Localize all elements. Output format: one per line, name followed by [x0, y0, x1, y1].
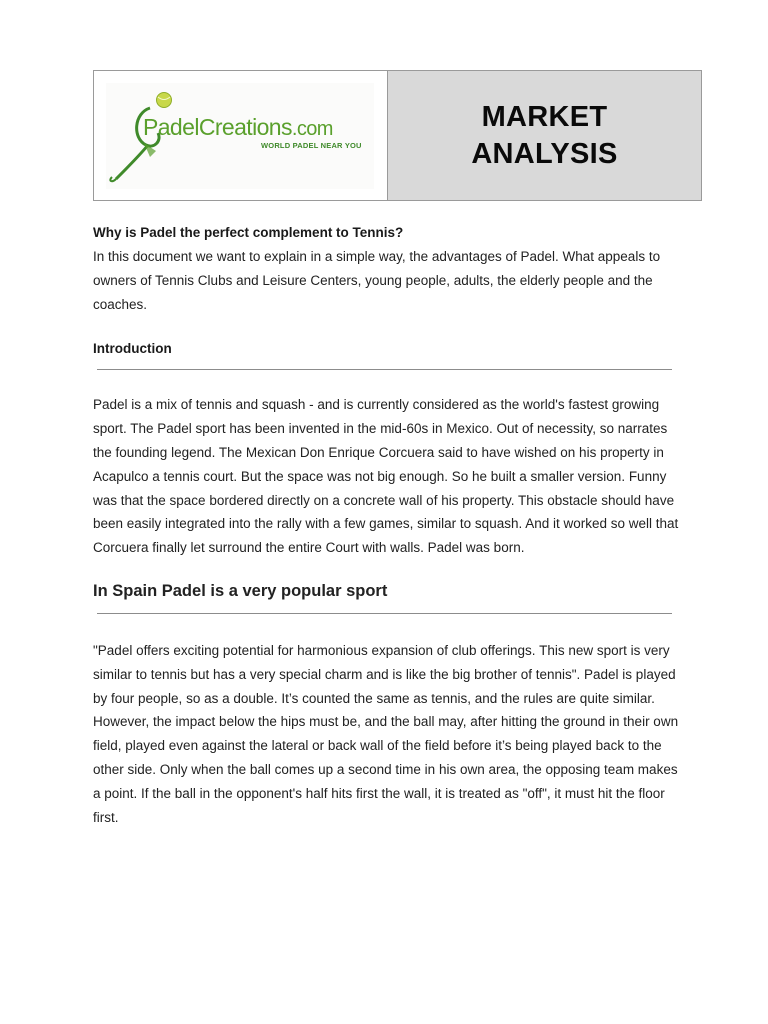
introduction-divider	[97, 369, 672, 370]
title-line-2: ANALYSIS	[471, 137, 618, 170]
header-box	[93, 70, 702, 201]
logo-wordmark: PadelCreations.com	[143, 114, 333, 140]
logo-cell	[94, 71, 388, 200]
document-title	[471, 99, 617, 173]
intro-question: Why is Padel the perfect complement to Tennis?	[93, 225, 404, 240]
introduction-heading: Introduction	[93, 341, 172, 357]
spain-heading: In Spain Padel is a very popular sport	[93, 581, 388, 600]
title-cell	[388, 71, 701, 200]
document-body	[93, 222, 683, 829]
spain-paragraph: "Padel offers exciting potential for harmonious expansion of club offerings. This new sport is very similar to tennis but has a very special charm and is like the big brother of tennis". Padel is played by four people, so as a double. It’s counted the same as tennis, and the rules are quite similar. However, the impact below the hips must be, and the ball may, after hitting the ground in their own field, played even against the lateral or back wall of the field before it’s being played back to the other side. Only when the ball comes up a second time in his own area, the opposing team makes a point. If the ball in the opponent's half hits first the wall, it is treated as "off", it must hit the floor first.	[93, 642, 679, 825]
intro-paragraph: In this document we want to explain in a simple way, the advantages of Padel. What appeals to owners of Tennis Clubs and Leisure Centers, young people, adults, the elderly people and the coaches.	[93, 249, 661, 312]
padelcreations-logo	[106, 83, 374, 189]
logo-tagline: WORLD PADEL NEAR YOU	[261, 141, 362, 150]
spain-divider	[97, 613, 672, 614]
title-line-1: MARKET	[481, 100, 608, 133]
introduction-paragraph: Padel is a mix of tennis and squash - and is currently considered as the world's fastest growing sport. The Padel sport has been invented in the mid-60s in Mexico. Out of necessity, so narrates the founding legend. The Mexican Don Enrique Corcuera said to have wished on his property in Acapulco a tennis court. But the space was not big enough. So he built a smaller version. Funny was that the space bordered directly on a concrete wall of his property. This obstacle should have been easily integrated into the rally with a few games, similar to squash. And it worked so well that Corcuera finally let surround the entire Court with walls. Padel was born.	[93, 397, 679, 556]
